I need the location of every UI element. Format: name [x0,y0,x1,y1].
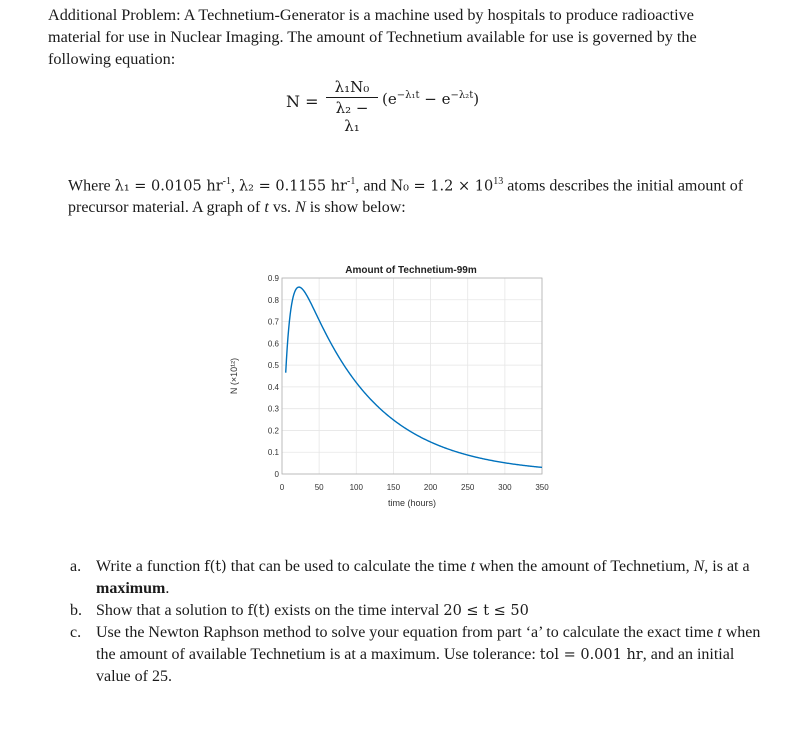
question-text: exists on the time interval [270,602,444,619]
x-tick-label: 300 [498,483,512,492]
y-tick-label: 0.3 [267,404,279,414]
exponent-1: −λ₁t [396,90,420,101]
question-text: Show that a solution to [96,602,248,619]
where-text: is show below: [305,199,406,217]
y-tick-label: 0.5 [267,361,279,371]
paren-open: (e [382,90,397,108]
math-t: t [470,558,476,575]
x-axis-label: time (hours) [387,498,437,508]
minus-e: − e [419,90,451,108]
plot-frame [282,278,542,474]
x-tick-label: 50 [314,483,324,492]
question-bold: maximum [96,580,166,597]
chart-series [286,287,542,467]
y-tick-label: 0.9 [267,274,279,283]
x-tick-label: 0 [279,483,285,492]
chart-grid [282,278,542,474]
technetium-chart [224,258,564,520]
question-label: b. [70,602,82,619]
question-text: Write a function [96,558,205,575]
n0-value: N₀ = 1.2 × 10 [390,178,494,195]
separator: , [230,177,239,195]
question-text: when the amount of Technetium, [475,558,694,575]
y-axis-ticks [268,274,280,479]
equation-lhs: N = [286,92,319,111]
lambda2-unit-exponent: -1 [346,176,356,187]
separator: , and [355,177,391,195]
lambda2-value: λ₂ = 0.1155 hr [238,178,347,195]
y-axis-label: N (×10¹²) [229,357,239,395]
where-paragraph [68,171,768,218]
equation-exponential-term [382,90,479,108]
equation-denominator: λ₂ − λ₁ [335,99,369,135]
var-N: N [295,199,306,217]
y-tick-label: 0.2 [267,426,279,436]
paren-close: ) [473,90,480,108]
lambda1-unit-exponent: -1 [222,176,231,187]
chart-title: Amount of Technetium-99m [345,265,477,276]
question-text: , is at a [704,558,750,575]
where-text: atoms describes the initial amount of precursor material. A graph of [68,177,744,217]
equation-fraction [326,78,378,135]
question-text: Use the Newton Raphson method to solve your equation from part ‘a’ to calculate the exact time [96,624,718,641]
n0-exponent: 13 [493,176,504,187]
math-interval: 20 ≤ t ≤ 50 [443,603,529,619]
where-text: Where [68,177,115,195]
question-text: that can be used to calculate the time [226,558,471,575]
x-tick-label: 150 [386,483,401,492]
y-tick-label: 0.1 [267,448,279,458]
series-line-Nt [286,287,542,467]
y-tick-label: 0.4 [267,382,279,392]
x-tick-label: 200 [423,483,438,492]
question-b [70,600,770,622]
y-tick-label: 0.8 [267,295,279,305]
question-text: , and an initial value of 25. [96,646,735,685]
lambda1-value: λ₁ = 0.0105 hr [114,178,223,195]
question-text: when the amount of available Technetium is at a maximum. Use tolerance: [96,624,761,663]
question-list [70,556,770,688]
math-N: N [693,558,705,575]
x-tick-label: 100 [349,483,363,492]
y-tick-label: 0.7 [267,317,279,327]
math-ft: f(t) [204,559,227,575]
math-ft: f(t) [247,603,271,619]
math-t: t [717,624,722,641]
x-tick-label: 250 [461,483,475,492]
x-tick-label: 350 [535,483,549,492]
math-tolerance: tol = 0.001 hr [539,647,643,663]
question-text: . [165,580,170,597]
y-tick-label: 0 [274,470,279,479]
equation-numerator: λ₁N₀ [326,78,378,98]
question-a [70,556,770,600]
exponent-2: −λ₂t [450,90,474,101]
var-t: t [264,199,269,217]
y-tick-label: 0.6 [267,339,279,349]
question-label: a. [70,558,82,575]
question-c [70,622,770,688]
where-text: vs. [268,199,296,217]
intro-paragraph: Additional Problem: A Technetium-Generator is a machine used by hospitals to produce radioactive material for use in Nuclear Imaging. The amount of Technetium available for use is governed by the following equation: [48,6,697,68]
question-label: c. [70,624,82,641]
x-axis-ticks [280,483,549,492]
